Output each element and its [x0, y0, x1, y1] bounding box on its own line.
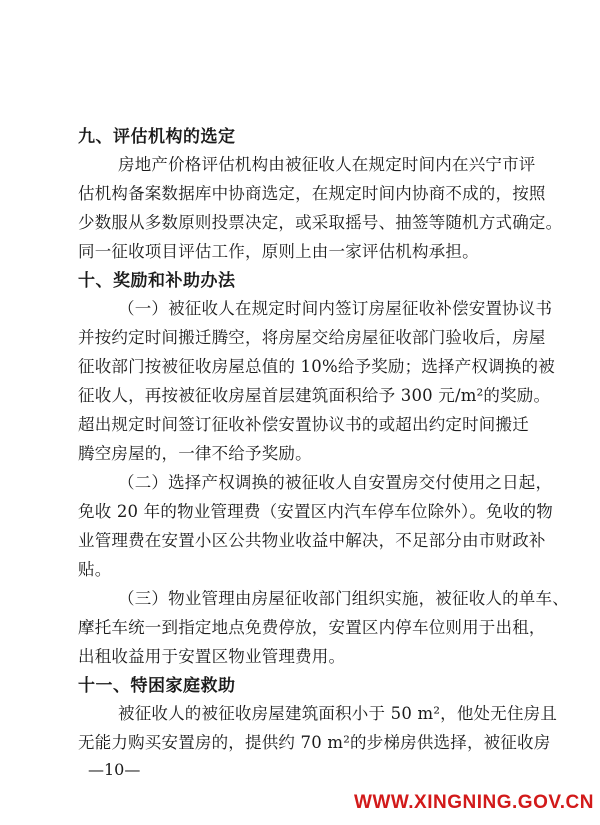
text-line: 房地产价格评估机构由被征收人在规定时间内在兴宁市评: [118, 155, 536, 174]
text-line: 超出规定时间签订征收补偿安置协议书的或超出约定时间搬迁: [78, 415, 529, 434]
text-line: 征收人，再按被征收房屋首层建筑面积给予 300 元/m²的奖励。: [78, 386, 551, 405]
text-line: 贴。: [78, 560, 112, 579]
text-line: 征收部门按被征收房屋总值的 10%给予奖励；选择产权调换的被: [78, 357, 555, 376]
text-line: 并按约定时间搬迁腾空，将房屋交给房屋征收部门验收后，房屋: [78, 328, 546, 347]
text-line: 估机构备案数据库中协商选定，在规定时间内协商不成的，按照: [78, 184, 546, 203]
text-line: （一）被征收人在规定时间内签订房屋征收补偿安置协议书: [118, 299, 553, 318]
text-line: 被征收人的被征收房屋建筑面积小于 50 m²，他处无住房且: [118, 704, 558, 723]
section-heading-10: 十、奖励和补助办法: [78, 271, 236, 291]
page-number: —10—: [88, 760, 141, 779]
text-line: （二）选择产权调换的被征收人自安置房交付使用之日起，: [118, 473, 553, 492]
text-line: 业管理费在安置小区公共物业收益中解决，不足部分由市财政补: [78, 531, 546, 550]
text-line: 无能力购买安置房的，提供约 70 m²的步梯房供选择，被征收房: [78, 733, 551, 752]
text-line: 同一征收项目评估工作，原则上由一家评估机构承担。: [78, 242, 479, 261]
text-line: 摩托车统一到指定地点免费停放，安置区内停车位则用于出租，: [78, 618, 546, 637]
text-line: 出租收益用于安置区物业管理费用。: [78, 647, 346, 666]
text-line: 腾空房屋的，一律不给予奖励。: [78, 444, 312, 463]
section-heading-9: 九、评估机构的选定: [78, 127, 236, 147]
site-watermark: WWW.XINGNING.GOV.CN: [354, 792, 594, 813]
text-line: （三）物业管理由房屋征收部门组织实施，被征收人的单车、: [118, 589, 569, 608]
text-line: 少数服从多数原则投票决定，或采取摇号、抽签等随机方式确定。: [78, 213, 563, 232]
section-heading-11: 十一、特困家庭救助: [78, 676, 236, 696]
text-line: 免收 20 年的物业管理费（安置区内汽车停车位除外）。免收的物: [78, 502, 553, 521]
